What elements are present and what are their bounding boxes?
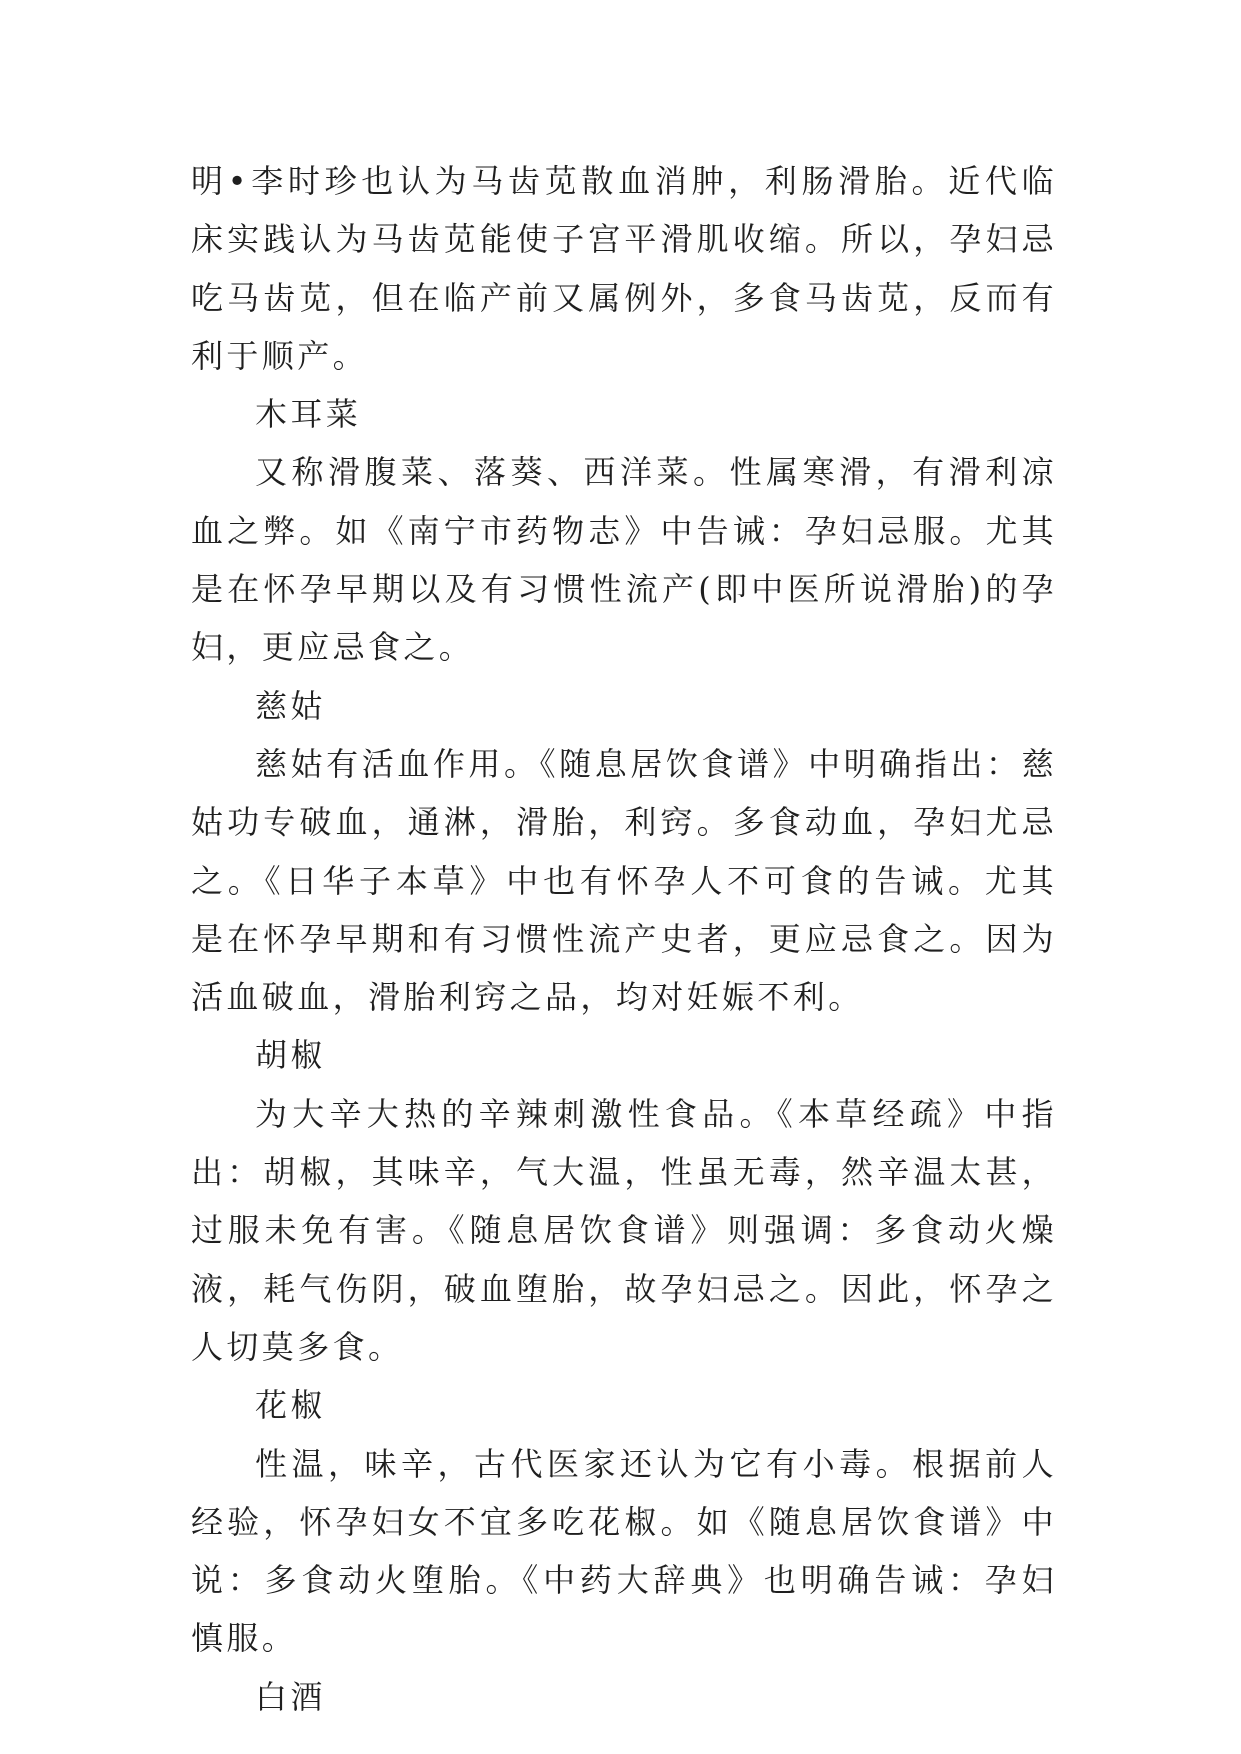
- heading-ci-gu: 慈姑: [255, 686, 326, 725]
- document-page: [191, 152, 1057, 1726]
- heading-hu-jiao: 胡椒: [255, 1036, 326, 1075]
- paragraph-mu-er-cai: 又称滑腹菜、落葵、西洋菜。性属寒滑，有滑利凉血之弊。如《南宁市药物志》中告诫：孕妇忌服。尤其是在怀孕早期以及有习惯性流产(即中医所说滑胎)的孕妇，更应忌食之。: [191, 453, 1057, 667]
- paragraph-ci-gu: 慈姑有活血作用。《随息居饮食谱》中明确指出：慈姑功专破血，通淋，滑胎，利窍。多食动血，孕妇尤忌之。《日华子本草》中也有怀孕人不可食的告诫。尤其是在怀孕早期和有习惯性流产史者，更应忌食之。因为活血破血，滑胎利窍之品，均对妊娠不利。: [191, 744, 1057, 1017]
- heading-hua-jiao: 花椒: [255, 1386, 326, 1425]
- heading-bai-jiu: 白酒: [255, 1677, 326, 1716]
- heading-mu-er-cai: 木耳菜: [255, 395, 362, 434]
- paragraph-hu-jiao: 为大辛大热的辛辣刺激性食品。《本草经疏》中指出：胡椒，其味辛，气大温，性虽无毒，然辛温太甚，过服未免有害。《随息居饮食谱》则强调：多食动火燥液，耗气伤阴，破血堕胎，故孕妇忌之。因此，怀孕之人切莫多食。: [191, 1094, 1057, 1366]
- paragraph-purslane-continued: 明•李时珍也认为马齿苋散血消肿，利肠滑胎。近代临床实践认为马齿苋能使子宫平滑肌收缩。所以，孕妇忌吃马齿苋，但在临产前又属例外，多食马齿苋，反而有利于顺产。: [191, 162, 1057, 375]
- paragraph-hua-jiao: 性温，味辛，古代医家还认为它有小毒。根据前人经验，怀孕妇女不宜多吃花椒。如《随息居饮食谱》中说：多食动火堕胎。《中药大辞典》也明确告诫：孕妇慎服。: [191, 1444, 1057, 1658]
